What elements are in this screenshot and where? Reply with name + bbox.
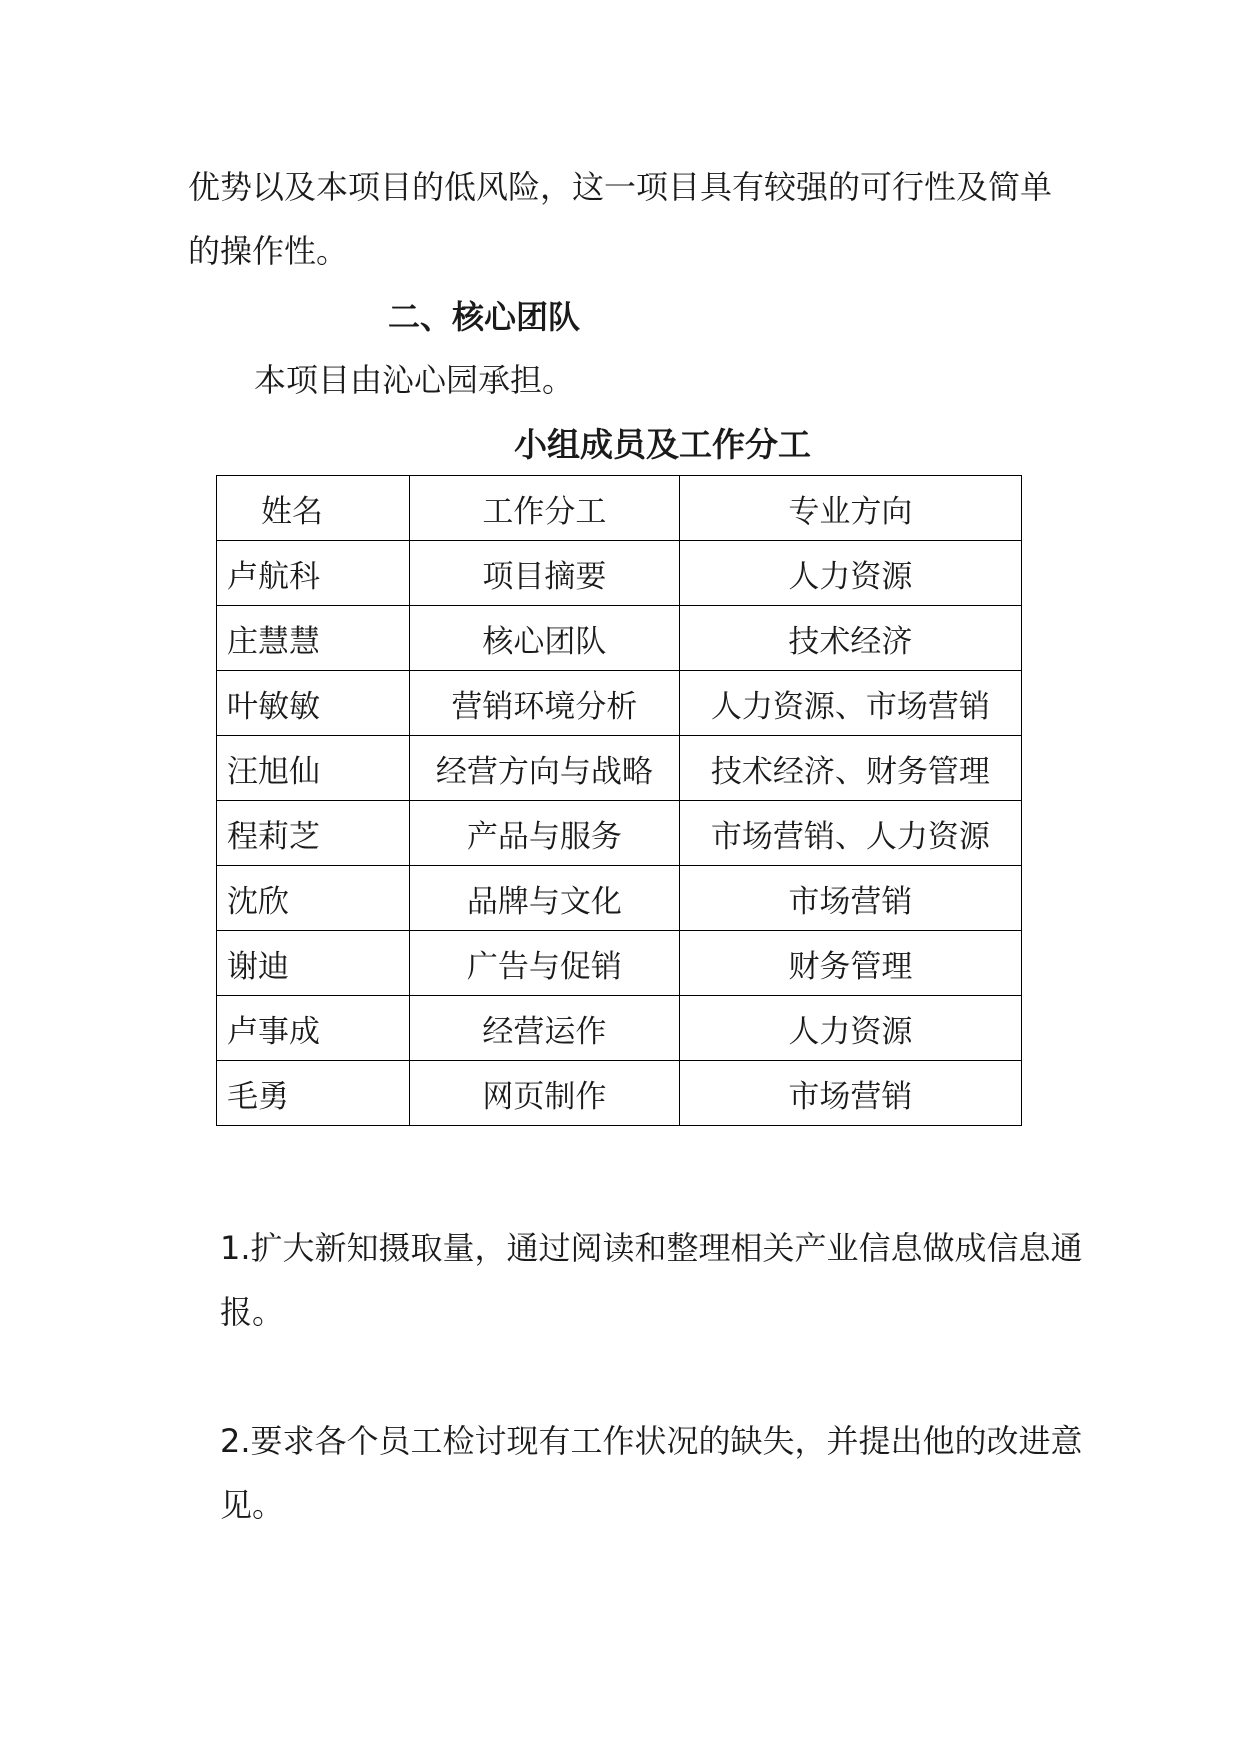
table-row bbox=[217, 736, 1022, 801]
section-heading: 二、核心团队 bbox=[388, 298, 581, 336]
cell-name: 卢航科 bbox=[217, 541, 410, 606]
cell-major: 市场营销 bbox=[679, 866, 1021, 931]
cell-major: 市场营销、人力资源 bbox=[679, 801, 1021, 866]
cell-work: 核心团队 bbox=[410, 606, 680, 671]
cell-name: 卢事成 bbox=[217, 996, 410, 1061]
cell-major: 人力资源 bbox=[679, 996, 1021, 1061]
cell-work: 经营方向与战略 bbox=[410, 736, 680, 801]
cell-work: 网页制作 bbox=[410, 1061, 680, 1126]
table-row bbox=[217, 801, 1022, 866]
table-row bbox=[217, 866, 1022, 931]
table-row bbox=[217, 606, 1022, 671]
table-row bbox=[217, 1061, 1022, 1126]
table-title: 小组成员及工作分工 bbox=[514, 425, 811, 464]
cell-major: 技术经济、财务管理 bbox=[679, 736, 1021, 801]
table-row bbox=[217, 541, 1022, 606]
list-item-2: 2.要求各个员工检讨现有工作状况的缺失，并提出他的改进意见。 bbox=[220, 1422, 1083, 1524]
cell-name: 沈欣 bbox=[217, 866, 410, 931]
header-cell-major: 专业方向 bbox=[679, 476, 1021, 541]
intro-paragraph: 优势以及本项目的低风险，这一项目具有较强的可行性及简单的操作性。 bbox=[188, 168, 1053, 270]
cell-name: 程莉芝 bbox=[217, 801, 410, 866]
cell-work: 产品与服务 bbox=[410, 801, 680, 866]
cell-name: 谢迪 bbox=[217, 931, 410, 996]
cell-name: 汪旭仙 bbox=[217, 736, 410, 801]
cell-major: 人力资源 bbox=[679, 541, 1021, 606]
cell-name: 庄慧慧 bbox=[217, 606, 410, 671]
cell-work: 营销环境分析 bbox=[410, 671, 680, 736]
team-roster-table bbox=[216, 475, 1022, 1126]
table-row bbox=[217, 931, 1022, 996]
table-header-row bbox=[217, 476, 1022, 541]
cell-name: 毛勇 bbox=[217, 1061, 410, 1126]
cell-work: 经营运作 bbox=[410, 996, 680, 1061]
responsibility-sentence: 本项目由沁心园承担。 bbox=[254, 361, 575, 399]
header-cell-name: 姓名 bbox=[217, 476, 410, 541]
table-row bbox=[217, 996, 1022, 1061]
cell-major: 财务管理 bbox=[679, 931, 1021, 996]
list-item-1: 1.扩大新知摄取量，通过阅读和整理相关产业信息做成信息通报。 bbox=[220, 1229, 1083, 1331]
cell-major: 市场营销 bbox=[679, 1061, 1021, 1126]
table-row bbox=[217, 671, 1022, 736]
cell-name: 叶敏敏 bbox=[217, 671, 410, 736]
cell-work: 品牌与文化 bbox=[410, 866, 680, 931]
cell-major: 人力资源、市场营销 bbox=[679, 671, 1021, 736]
cell-work: 广告与促销 bbox=[410, 931, 680, 996]
cell-major: 技术经济 bbox=[679, 606, 1021, 671]
cell-work: 项目摘要 bbox=[410, 541, 680, 606]
header-cell-work: 工作分工 bbox=[410, 476, 680, 541]
